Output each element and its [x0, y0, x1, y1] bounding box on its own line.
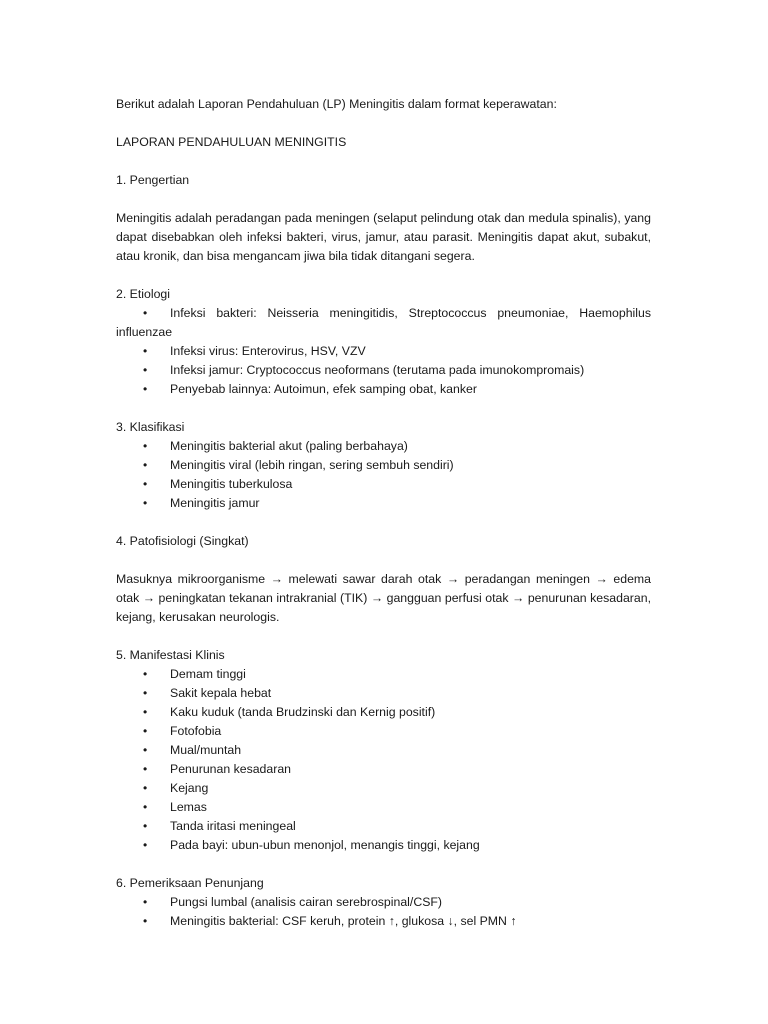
- bullet-icon: •: [143, 344, 148, 358]
- list-item: [116, 665, 651, 684]
- list-item: [116, 817, 651, 836]
- section-heading-manifestasi: 5. Manifestasi Klinis: [116, 648, 225, 662]
- list-item: [116, 703, 651, 722]
- list-item: [116, 456, 651, 475]
- manifestasi-list: [116, 665, 651, 855]
- section-heading-patofisiologi: 4. Patofisiologi (Singkat): [116, 534, 249, 548]
- list-item-text: Infeksi jamur: Cryptococcus neoformans (terutama pada imunokompromais): [170, 363, 585, 377]
- list-item: [116, 779, 651, 798]
- list-item-text: Fotofobia: [170, 724, 222, 738]
- bullet-icon: •: [143, 382, 148, 396]
- list-item: [116, 912, 651, 931]
- list-item: [116, 342, 651, 361]
- list-item-text: Pungsi lumbal (analisis cairan serebrospinal/CSF): [170, 895, 443, 909]
- list-item-text: Tanda iritasi meningeal: [170, 819, 296, 833]
- list-item-text: Demam tinggi: [170, 667, 246, 681]
- section-heading-etiologi: 2. Etiologi: [116, 287, 171, 301]
- bullet-icon: •: [143, 686, 148, 700]
- list-item-text: Kejang: [170, 781, 209, 795]
- list-item-text: Sakit kepala hebat: [170, 686, 272, 700]
- list-item: [116, 304, 651, 342]
- document-page: [116, 95, 651, 931]
- section-heading-pemeriksaan: 6. Pemeriksaan Penunjang: [116, 876, 264, 890]
- bullet-icon: •: [143, 781, 148, 795]
- list-item-text: Kaku kuduk (tanda Brudzinski dan Kernig positif): [170, 705, 436, 719]
- list-item: [116, 494, 651, 513]
- document-title: LAPORAN PENDAHULUAN MENINGITIS: [116, 135, 347, 149]
- section-heading-klasifikasi: 3. Klasifikasi: [116, 420, 185, 434]
- list-item: [116, 760, 651, 779]
- list-item: [116, 798, 651, 817]
- bullet-icon: •: [143, 667, 148, 681]
- bullet-icon: •: [143, 762, 148, 776]
- bullet-icon: •: [143, 819, 148, 833]
- intro-text: Berikut adalah Laporan Pendahuluan (LP) Meningitis dalam format keperawatan:: [116, 97, 557, 111]
- list-item: [116, 722, 651, 741]
- list-item-text: Lemas: [170, 800, 207, 814]
- bullet-icon: •: [143, 800, 148, 814]
- bullet-icon: •: [143, 705, 148, 719]
- list-item-text: Penurunan kesadaran: [170, 762, 292, 776]
- pemeriksaan-list: [116, 893, 651, 931]
- bullet-icon: •: [143, 724, 148, 738]
- list-item-text: Infeksi bakteri: Neisseria meningitidis, Streptococcus pneumoniae, Haemophilus influenzae: [116, 306, 651, 339]
- bullet-icon: •: [143, 914, 148, 928]
- bullet-icon: •: [143, 743, 148, 757]
- list-item-text: Mual/muntah: [170, 743, 242, 757]
- klasifikasi-list: [116, 437, 651, 513]
- section-text-patofisiologi: Masuknya mikroorganisme → melewati sawar darah otak → peradangan meningen → edema otak → peningkatan tekanan intrakranial (TIK) → gangguan perfusi otak → penurunan kesadaran, kejang, kerusakan neurologis.: [116, 572, 651, 624]
- bullet-icon: •: [143, 363, 148, 377]
- list-item-text: Infeksi virus: Enterovirus, HSV, VZV: [170, 344, 366, 358]
- bullet-icon: •: [143, 496, 148, 510]
- list-item: [116, 741, 651, 760]
- bullet-icon: •: [143, 439, 148, 453]
- list-item: [116, 836, 651, 855]
- etiologi-list: [116, 304, 651, 399]
- list-item-text: Pada bayi: ubun-ubun menonjol, menangis tinggi, kejang: [170, 838, 480, 852]
- bullet-icon: •: [143, 306, 148, 320]
- list-item: [116, 380, 651, 399]
- list-item-text: Penyebab lainnya: Autoimun, efek samping obat, kanker: [170, 382, 477, 396]
- bullet-icon: •: [143, 838, 148, 852]
- bullet-icon: •: [143, 458, 148, 472]
- list-item: [116, 893, 651, 912]
- list-item: [116, 437, 651, 456]
- bullet-icon: •: [143, 895, 148, 909]
- section-heading-pengertian: 1. Pengertian: [116, 173, 190, 187]
- list-item-text: Meningitis jamur: [170, 496, 260, 510]
- bullet-icon: •: [143, 477, 148, 491]
- list-item: [116, 684, 651, 703]
- list-item-text: Meningitis tuberkulosa: [170, 477, 293, 491]
- list-item-text: Meningitis bakterial akut (paling berbahaya): [170, 439, 408, 453]
- list-item-text: Meningitis bakterial: CSF keruh, protein ↑, glukosa ↓, sel PMN ↑: [170, 914, 517, 928]
- list-item: [116, 361, 651, 380]
- list-item-text: Meningitis viral (lebih ringan, sering sembuh sendiri): [170, 458, 454, 472]
- list-item: [116, 475, 651, 494]
- section-text-pengertian: Meningitis adalah peradangan pada meningen (selaput pelindung otak dan medula spinalis), yang dapat disebabkan oleh infeksi bakteri, virus, jamur, atau parasit. Meningitis dapat akut, subakut, atau kronik, dan bisa mengancam jiwa bila tidak ditangani segera.: [116, 211, 651, 263]
